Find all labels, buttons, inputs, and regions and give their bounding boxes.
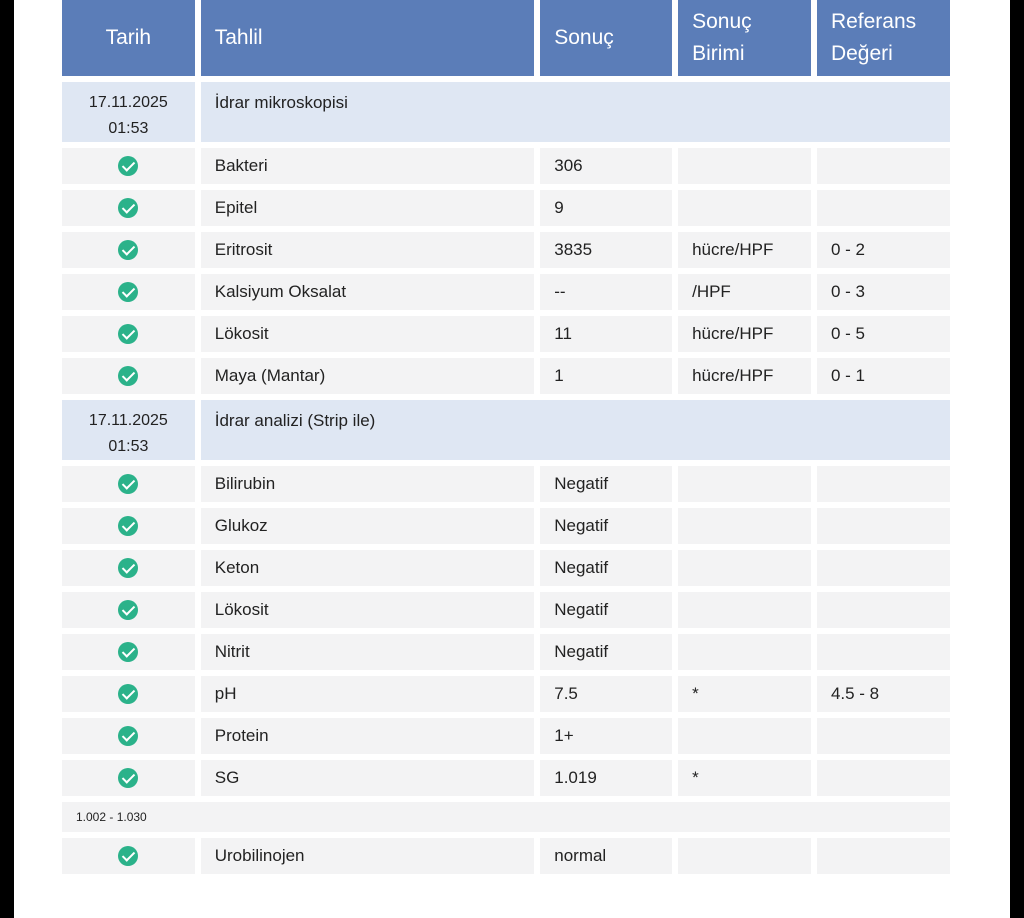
cell-ref (817, 634, 950, 670)
cell-result: Negatif (540, 634, 672, 670)
cell-ref: 4.5 - 8 (817, 676, 950, 712)
status-cell (62, 316, 195, 352)
cell-ref (817, 148, 950, 184)
cell-unit (678, 466, 811, 502)
note-text: 1.002 - 1.030 (62, 802, 950, 832)
check-circle-icon (118, 642, 138, 662)
table-row[interactable] (62, 316, 950, 352)
cell-test: Bilirubin (201, 466, 535, 502)
table-row[interactable] (62, 760, 950, 796)
cell-result: 1.019 (540, 760, 672, 796)
cell-unit (678, 634, 811, 670)
group-row (62, 82, 950, 142)
cell-unit (678, 718, 811, 754)
table-row[interactable] (62, 466, 950, 502)
cell-test: Epitel (201, 190, 535, 226)
cell-test: Glukoz (201, 508, 535, 544)
status-cell (62, 232, 195, 268)
status-cell (62, 634, 195, 670)
group-date-day: 17.11.2025 (88, 94, 168, 111)
table-row[interactable] (62, 718, 950, 754)
cell-result: normal (540, 838, 672, 874)
group-name: İdrar analizi (Strip ile) (201, 400, 950, 460)
table-row[interactable] (62, 550, 950, 586)
cell-result: 1+ (540, 718, 672, 754)
cell-ref (817, 760, 950, 796)
cell-test: Eritrosit (201, 232, 535, 268)
header-date: Tarih (62, 0, 195, 76)
cell-ref (817, 550, 950, 586)
page (14, 0, 1010, 918)
cell-ref (817, 838, 950, 874)
cell-unit: hücre/HPF (678, 358, 811, 394)
status-cell (62, 760, 195, 796)
cell-unit: hücre/HPF (678, 316, 811, 352)
group-row (62, 400, 950, 460)
cell-ref (817, 592, 950, 628)
check-circle-icon (118, 474, 138, 494)
status-cell (62, 676, 195, 712)
check-circle-icon (118, 198, 138, 218)
results-body (62, 82, 950, 874)
table-row[interactable] (62, 148, 950, 184)
header-test: Tahlil (201, 0, 535, 76)
cell-test: pH (201, 676, 535, 712)
lab-results-table (56, 0, 956, 880)
status-cell (62, 508, 195, 544)
check-circle-icon (118, 846, 138, 866)
header-row (62, 0, 950, 76)
cell-test: Urobilinojen (201, 838, 535, 874)
table-row[interactable] (62, 232, 950, 268)
cell-test: Kalsiyum Oksalat (201, 274, 535, 310)
table-row[interactable] (62, 508, 950, 544)
cell-test: Nitrit (201, 634, 535, 670)
header-unit: Sonuç Birimi (678, 0, 811, 76)
table-row[interactable] (62, 838, 950, 874)
check-circle-icon (118, 558, 138, 578)
check-circle-icon (118, 156, 138, 176)
cell-test: Lökosit (201, 592, 535, 628)
status-cell (62, 718, 195, 754)
cell-ref (817, 718, 950, 754)
cell-ref: 0 - 2 (817, 232, 950, 268)
cell-unit (678, 592, 811, 628)
cell-result: 11 (540, 316, 672, 352)
status-cell (62, 466, 195, 502)
status-cell (62, 358, 195, 394)
status-cell (62, 550, 195, 586)
cell-result: 306 (540, 148, 672, 184)
cell-test: Lökosit (201, 316, 535, 352)
group-date-day: 17.11.2025 (88, 412, 168, 429)
check-circle-icon (118, 366, 138, 386)
group-date (62, 82, 195, 142)
cell-ref: 0 - 5 (817, 316, 950, 352)
table-row[interactable] (62, 634, 950, 670)
cell-unit (678, 148, 811, 184)
note-row (62, 802, 950, 832)
cell-test: Keton (201, 550, 535, 586)
cell-result: Negatif (540, 508, 672, 544)
cell-test: Protein (201, 718, 535, 754)
cell-result: 3835 (540, 232, 672, 268)
table-row[interactable] (62, 592, 950, 628)
cell-unit: hücre/HPF (678, 232, 811, 268)
cell-unit (678, 550, 811, 586)
check-circle-icon (118, 324, 138, 344)
check-circle-icon (118, 282, 138, 302)
status-cell (62, 148, 195, 184)
cell-unit (678, 508, 811, 544)
cell-unit (678, 838, 811, 874)
cell-ref (817, 508, 950, 544)
table-row[interactable] (62, 676, 950, 712)
status-cell (62, 190, 195, 226)
cell-result: 9 (540, 190, 672, 226)
check-circle-icon (118, 516, 138, 536)
cell-result: 1 (540, 358, 672, 394)
cell-result: 7.5 (540, 676, 672, 712)
status-cell (62, 592, 195, 628)
cell-ref (817, 190, 950, 226)
check-circle-icon (118, 768, 138, 788)
status-cell (62, 274, 195, 310)
cell-unit: /HPF (678, 274, 811, 310)
cell-test: SG (201, 760, 535, 796)
cell-test: Bakteri (201, 148, 535, 184)
table-row[interactable] (62, 358, 950, 394)
header-result: Sonuç (540, 0, 672, 76)
cell-result: Negatif (540, 592, 672, 628)
check-circle-icon (118, 600, 138, 620)
cell-test: Maya (Mantar) (201, 358, 535, 394)
cell-result: -- (540, 274, 672, 310)
header-ref: Referans Değeri (817, 0, 950, 76)
cell-unit (678, 190, 811, 226)
check-circle-icon (118, 240, 138, 260)
cell-ref: 0 - 3 (817, 274, 950, 310)
cell-unit: * (678, 676, 811, 712)
cell-unit: * (678, 760, 811, 796)
group-date-time: 01:53 (108, 438, 149, 455)
group-name: İdrar mikroskopisi (201, 82, 950, 142)
check-circle-icon (118, 726, 138, 746)
cell-ref: 0 - 1 (817, 358, 950, 394)
status-cell (62, 838, 195, 874)
group-date (62, 400, 195, 460)
cell-result: Negatif (540, 466, 672, 502)
cell-ref (817, 466, 950, 502)
table-row[interactable] (62, 274, 950, 310)
table-row[interactable] (62, 190, 950, 226)
cell-result: Negatif (540, 550, 672, 586)
group-date-time: 01:53 (108, 120, 149, 137)
check-circle-icon (118, 684, 138, 704)
